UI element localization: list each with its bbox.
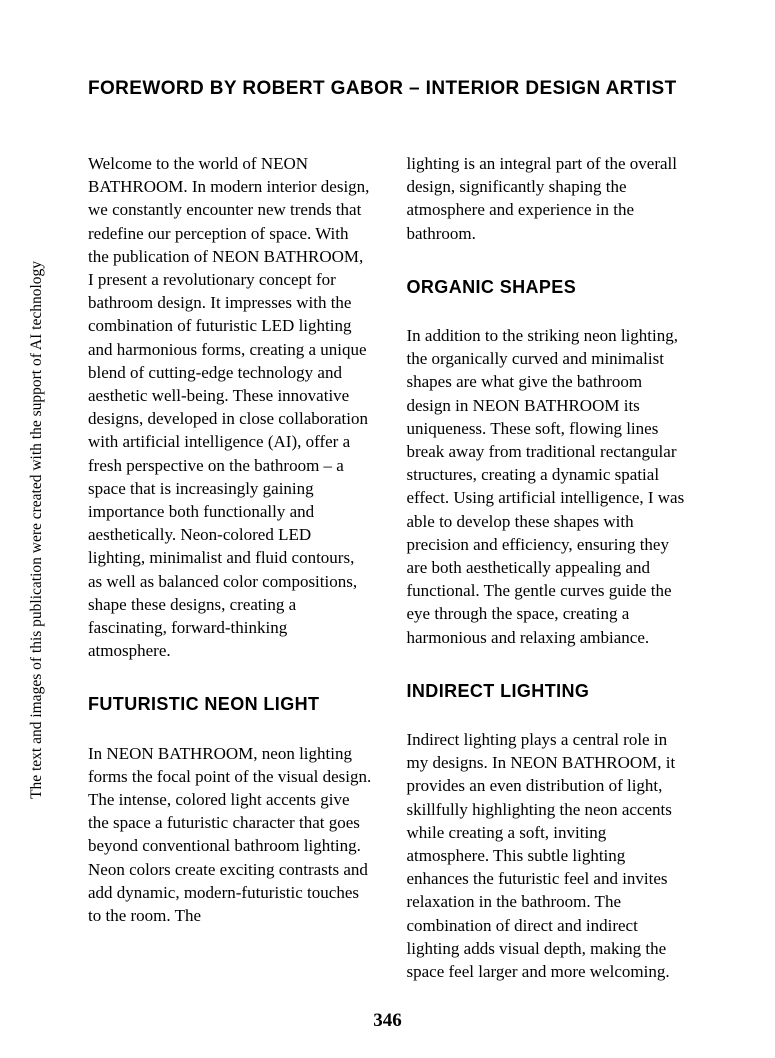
left-column <box>88 152 372 983</box>
sidebar-ai-note: The text and images of this publication were created with the support of AI technology <box>28 260 45 800</box>
section-heading-organic-shapes: ORGANIC SHAPES <box>406 276 577 297</box>
intro-paragraph: Welcome to the world of NEON BATHROOM. In modern interior design, we constantly encounter new trends that redefine our perception of space. With the publication of NEON BATHROOM, I present a revolutionary concept for bathroom design. It impresses with the combination of futuristic LED lighting and harmonious forms, creating a unique blend of cutting-edge technology and aesthetic well-being. These innovative designs, developed in close collaboration with artificial intelligence (AI), offer a fresh perspective on the bathroom – a space that is increasingly gaining importance both functionally and aesthetically. Neon-colored LED lighting, minimalist and fluid contours, as well as balanced color compositions, shape these designs, creating a fascinating, forward-thinking atmosphere. <box>88 154 370 661</box>
indirect-lighting-paragraph: Indirect lighting plays a central role in my designs. In NEON BATHROOM, it provides an even distribution of light, skillfully highlighting the neon accents while creating a soft, inviting atmosphere. This subtle lighting enhances the futuristic feel and invites relaxation in the bathroom. The combination of direct and indirect lighting adds visual depth, making the space feel larger and more welcoming. <box>406 730 676 982</box>
continuation-paragraph: lighting is an integral part of the overall design, significantly shaping the atmosphere and experience in the bathroom. <box>406 154 678 243</box>
organic-shapes-paragraph: In addition to the striking neon lighting, the organically curved and minimalist shapes are what give the bathroom design in NEON BATHROOM its uniqueness. These soft, flowing lines break away from traditional rectangular structures, creating a dynamic spatial effect. Using artificial intelligence, I was able to develop these shapes with precision and efficiency, ensuring they are both aesthetically appealing and functional. The gentle curves guide the eye through the space, creating a harmonious and relaxing ambiance. <box>406 326 685 647</box>
page-number: 346 <box>373 1010 402 1031</box>
futuristic-neon-light-paragraph: In NEON BATHROOM, neon lighting forms the focal point of the visual design. The intense, colored light accents give the space a futuristic character that goes beyond conventional bathroom lighting. Neon colors create exciting contrasts and add dynamic, modern-futuristic touches to the room. The <box>88 743 372 926</box>
page-title: FOREWORD BY ROBERT GABOR – INTERIOR DESIGN ARTIST <box>88 78 677 99</box>
section-heading-futuristic-neon-light: FUTURISTIC NEON LIGHT <box>88 694 320 715</box>
section-heading-indirect-lighting: INDIRECT LIGHTING <box>406 680 590 701</box>
two-column-layout <box>88 152 690 983</box>
right-column <box>407 152 691 983</box>
